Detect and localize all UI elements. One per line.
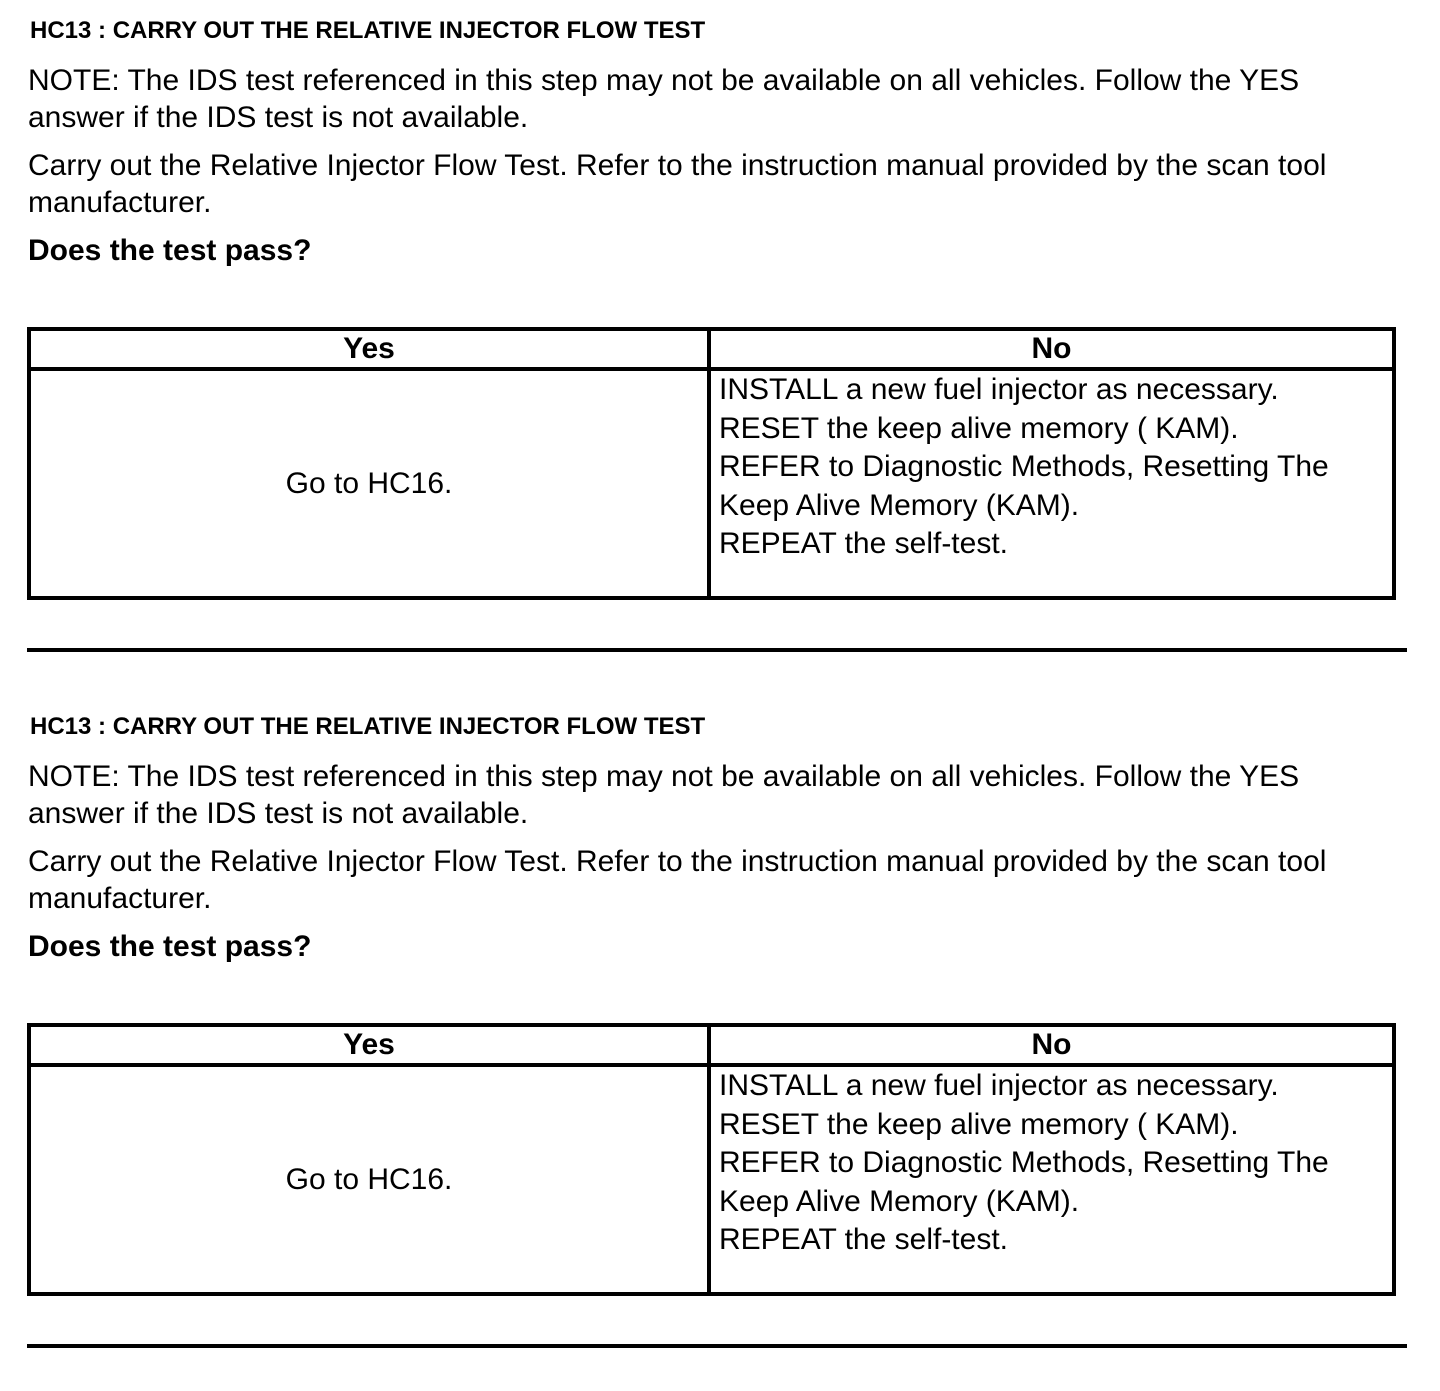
no-action-line: REFER to Diagnostic Methods, Resetting The: [719, 1146, 1329, 1179]
no-action-line: RESET the keep alive memory ( KAM).: [719, 411, 1239, 445]
no-action-line: REPEAT the self-test.: [719, 527, 1008, 560]
section-divider: [27, 648, 1407, 652]
diagnostic-step-section: [0, 696, 1440, 1391]
instruction-paragraph: Carry out the Relative Injector Flow Test. Refer to the instruction manual provided by the scan tool manufacturer.: [28, 149, 1327, 219]
no-column-header: No: [709, 329, 1394, 369]
result-table: [27, 327, 1396, 600]
yes-column-header: Yes: [29, 329, 709, 369]
no-action-line: Keep Alive Memory (KAM).: [719, 1184, 1080, 1218]
no-action-line: REFER to Diagnostic Methods, Resetting The: [719, 450, 1329, 483]
instruction-paragraph: Carry out the Relative Injector Flow Test. Refer to the instruction manual provided by the scan tool manufacturer.: [28, 845, 1327, 915]
yes-column-header: Yes: [29, 1025, 709, 1065]
no-action-line: RESET the keep alive memory ( KAM).: [719, 1107, 1239, 1141]
step-title: HC13 : CARRY OUT THE RELATIVE INJECTOR FLOW TEST: [30, 713, 706, 740]
table-header-row: [29, 329, 1394, 369]
note-paragraph: NOTE: The IDS test referenced in this step may not be available on all vehicles. Follow the YES answer if the IDS test is not available.: [28, 760, 1300, 830]
no-column-header: No: [709, 1025, 1394, 1065]
no-action-cell: [709, 369, 1394, 598]
no-action-line: INSTALL a new fuel injector as necessary.: [719, 373, 1279, 406]
table-row: [29, 369, 1394, 598]
no-action-line: Keep Alive Memory (KAM).: [719, 488, 1080, 522]
no-action-cell: [709, 1065, 1394, 1294]
result-table: [27, 1023, 1396, 1296]
table-header-row: [29, 1025, 1394, 1065]
no-action-line: INSTALL a new fuel injector as necessary.: [719, 1069, 1279, 1102]
step-title: HC13 : CARRY OUT THE RELATIVE INJECTOR FLOW TEST: [30, 17, 706, 44]
no-action-line: REPEAT the self-test.: [719, 1223, 1008, 1256]
test-question: Does the test pass?: [28, 930, 312, 963]
yes-action-cell: Go to HC16.: [29, 1065, 709, 1294]
yes-action-cell: Go to HC16.: [29, 369, 709, 598]
note-paragraph: NOTE: The IDS test referenced in this step may not be available on all vehicles. Follow the YES answer if the IDS test is not available.: [28, 64, 1300, 134]
test-question: Does the test pass?: [28, 234, 312, 267]
diagnostic-step-section: [0, 0, 1440, 695]
table-row: [29, 1065, 1394, 1294]
section-divider: [27, 1344, 1407, 1348]
